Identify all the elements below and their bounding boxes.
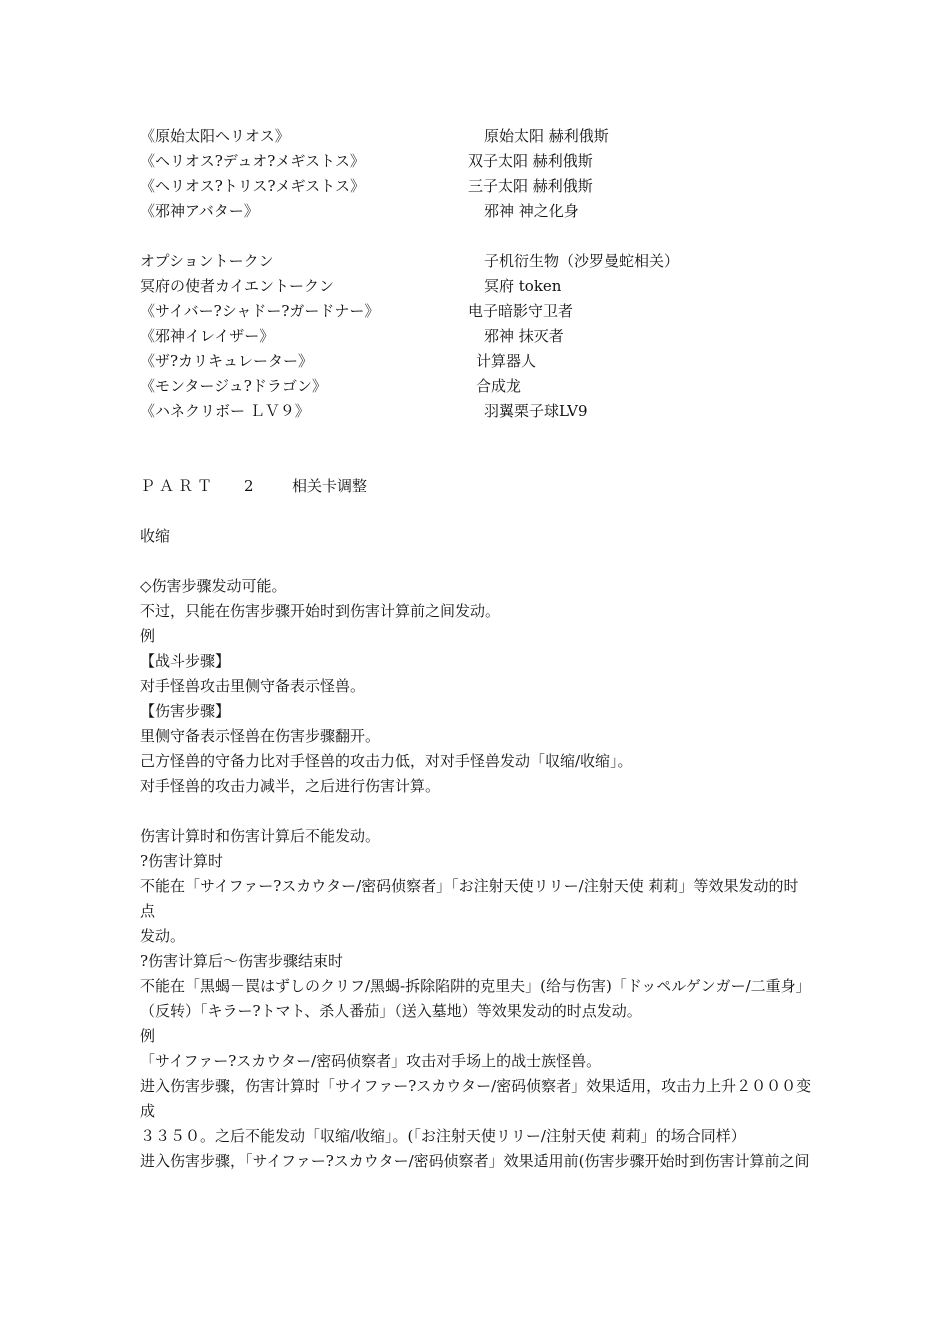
card-cn-name: 子机衍生物（沙罗曼蛇相关） [484,252,680,270]
card-row [140,199,812,224]
part-heading [140,474,812,499]
card-jp-name: 冥府の使者カイエントークン [140,277,334,295]
card-jp-name: オプショントークン [140,252,274,270]
card-row [140,249,812,274]
card-row [140,399,812,424]
card-cn-name: 原始太阳 赫利俄斯 [484,127,609,145]
body-line: 不能在「黒蝎－罠はずしのクリフ/黑蝎-拆除陷阱的克里夫」(给与伤害)「ドッペルゲンガー/二重身」 [140,977,811,995]
body-line: 里侧守备表示怪兽在伤害步骤翻开。 [140,727,381,745]
body-line: 发动。 [140,927,186,945]
body-line: 【战斗步骤】 [140,652,231,670]
body-line: 对手怪兽的攻击力减半，之后进行伤害计算。 [140,777,441,795]
body-line: 己方怪兽的守备力比对手怪兽的攻击力低，对对手怪兽发动「収缩/收缩」。 [140,752,633,770]
blank-line [140,799,812,824]
card-jp-name: 《邪神アバター》 [140,202,259,220]
body-line: 进入伤害步骤，伤害计算时「サイファー?スカウター/密码侦察者」效果适用，攻击力上升２０００变成 [140,1077,812,1120]
section-title: 收缩 [140,527,171,545]
part-label: ＰＡＲＴ [140,477,217,495]
card-row [140,149,812,174]
body-line: ３３５０。之后不能发动「収缩/收缩」。(「お注射天使リリー/注射天使 莉莉」的场合同样） [140,1127,746,1145]
card-row [140,274,812,299]
card-cn-name: 合成龙 [476,377,522,395]
part-number: 2 [244,477,254,495]
card-cn-name: 计算器人 [476,352,537,370]
card-row [140,374,812,399]
card-jp-name: 《ヘリオス?トリス?メギストス》 [140,177,366,195]
body-line: 例 [140,627,156,645]
card-jp-name: 《サイバー?シャドー?ガードナー》 [140,302,380,320]
body-line: ◇伤害步骤发动可能。 [140,577,287,595]
body-line: 【伤害步骤】 [140,702,231,720]
blank-line [140,549,812,574]
card-cn-name: 邪神 神之化身 [484,202,579,220]
body-line: ?伤害计算时 [140,852,224,870]
body-line: 进入伤害步骤，「サイファー?スカウター/密码侦察者」效果适用前(伤害步骤开始时到伤害计算前之间 [140,1152,810,1170]
card-cn-name: 冥府 token [484,277,562,295]
body-line: 「サイファー?スカウター/密码侦察者」攻击对手场上的战士族怪兽。 [140,1052,602,1070]
card-jp-name: 《ハネクリボー ＬＶ９》 [140,402,310,420]
card-row [140,174,812,199]
body-line: 对手怪兽攻击里侧守备表示怪兽。 [140,677,366,695]
body-line: 不过，只能在伤害步骤开始时到伤害计算前之间发动。 [140,602,501,620]
body-line: （反转）「キラー?トマト、杀人番茄」（送入墓地）等效果发动的时点发动。 [140,1002,642,1020]
body-line: 伤害计算时和伤害计算后不能发动。 [140,827,381,845]
body-line: 不能在「サイファー?スカウター/密码侦察者」「お注射天使リリー/注射天使 莉莉」等效果发动的时点 [140,877,799,920]
blank-line [140,224,812,249]
card-jp-name: 《邪神イレイザー》 [140,327,275,345]
card-row [140,124,812,149]
body-line: 例 [140,1027,156,1045]
card-cn-name: 三子太阳 赫利俄斯 [468,177,593,195]
card-cn-name: 羽翼栗子球LV9 [484,402,588,420]
blank-line [140,424,812,449]
part-title: 相关卡调整 [292,477,368,495]
blank-line [140,449,812,474]
card-jp-name: 《モンタージュ?ドラゴン》 [140,377,327,395]
card-cn-name: 邪神 抹灭者 [484,327,564,345]
card-row [140,324,812,349]
card-row [140,299,812,324]
card-row [140,349,812,374]
card-cn-name: 电子暗影守卫者 [468,302,574,320]
card-jp-name: 《原始太阳ヘリオス》 [140,127,290,145]
card-jp-name: 《ザ?カリキュレーター》 [140,352,314,370]
document-page [140,124,812,1174]
card-cn-name: 双子太阳 赫利俄斯 [468,152,593,170]
body-line: ?伤害计算后～伤害步骤结束时 [140,952,344,970]
card-jp-name: 《ヘリオス?デュオ?メギストス》 [140,152,365,170]
blank-line [140,499,812,524]
